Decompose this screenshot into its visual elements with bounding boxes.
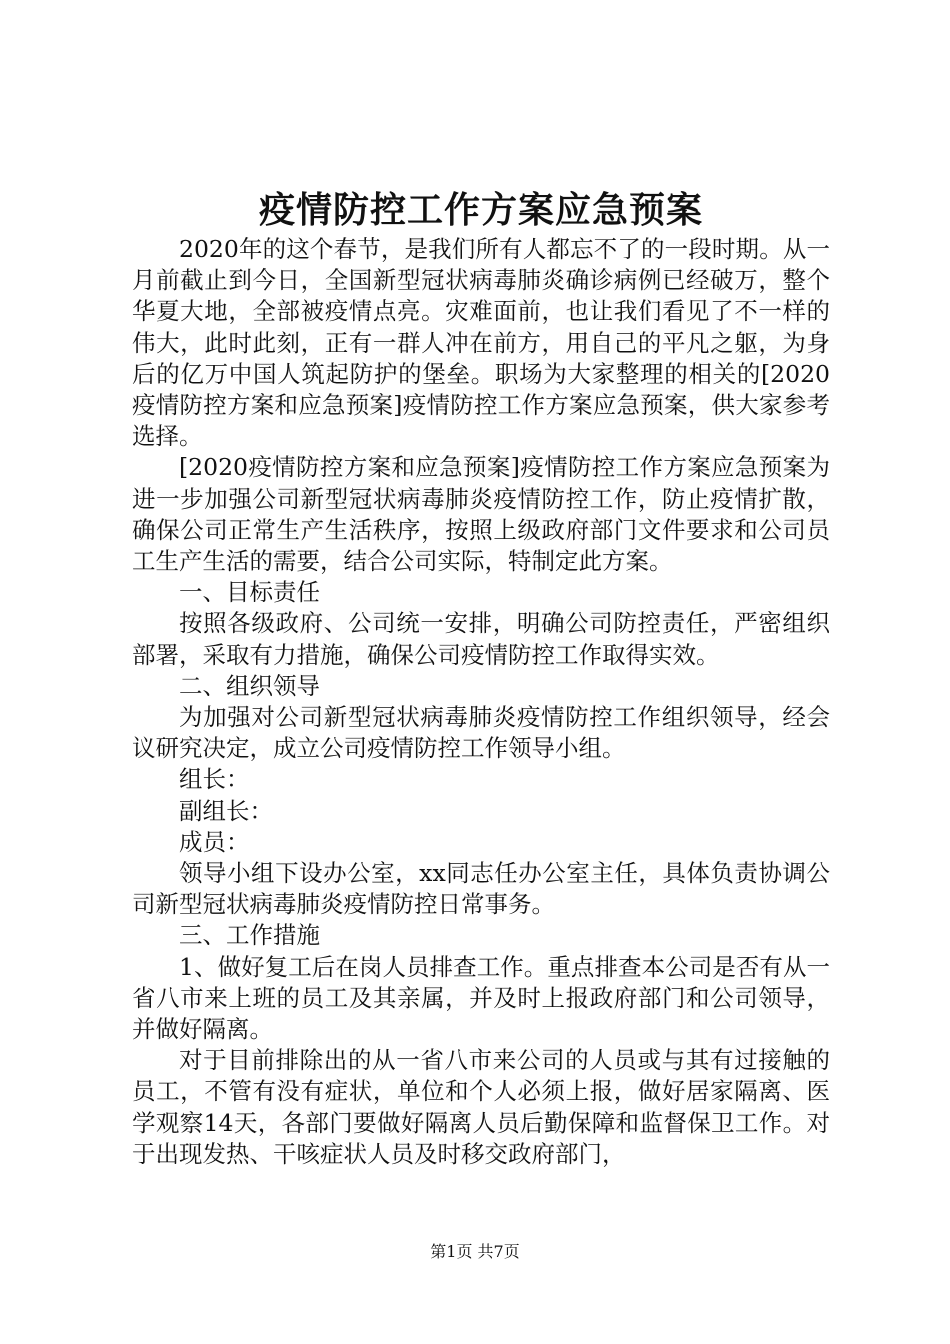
paragraph-organization: 为加强对公司新型冠状病毒肺炎疫情防控工作组织领导，经会议研究决定，成立公司疫情防控工作领导小组。 [132, 703, 830, 763]
page-footer: 第1页 共7页 [430, 1242, 520, 1261]
paragraph-office: 领导小组下设办公室，xx同志任办公室主任，具体负责协调公司新型冠状病毒肺炎疫情防控日常事务。 [132, 859, 830, 919]
line-members: 成员： [179, 827, 250, 856]
line-leader: 组长： [179, 765, 250, 794]
document-body [132, 234, 830, 1170]
section-heading-measures: 三、工作措施 [179, 921, 320, 950]
paragraph-goals: 按照各级政府、公司统一安排，明确公司防控责任，严密组织部署，采取有力措施，确保公司疫情防控工作取得实效。 [132, 609, 830, 669]
paragraph-isolation: 对于目前排除出的从一省八市来公司的人员或与其有过接触的员工，不管有没有症状，单位和个人必须上报，做好居家隔离、医学观察14天，各部门要做好隔离人员后勤保障和监督保卫工作。对于出现发热、干咳症状人员及时移交政府部门， [132, 1046, 830, 1168]
line-deputy-leader: 副组长： [179, 796, 273, 825]
paragraph-measure-1: 1、做好复工后在岗人员排查工作。重点排查本公司是否有从一省八市来上班的员工及其亲属，并及时上报政府部门和公司领导，并做好隔离。 [132, 952, 830, 1044]
document-title: 疫情防控工作方案应急预案 [258, 189, 703, 231]
paragraph-purpose: [2020疫情防控方案和应急预案]疫情防控工作方案应急预案为进一步加强公司新型冠状病毒肺炎疫情防控工作，防止疫情扩散，确保公司正常生产生活秩序，按照上级政府部门文件要求和公司员工生产生活的需要，结合公司实际，特制定此方案。 [132, 453, 830, 576]
paragraph-intro: 2020年的这个春节，是我们所有人都忘不了的一段时期。从一月前截止到今日，全国新型冠状病毒肺炎确诊病例已经破万，整个华夏大地，全部被疫情点亮。灾难面前，也让我们看见了不一样的伟大，此时此刻，正有一群人冲在前方，用自己的平凡之躯，为身后的亿万中国人筑起防护的堡垒。职场为大家整理的相关的[2020疫情防控方案和应急预案]疫情防控工作方案应急预案，供大家参考选择。 [132, 235, 830, 451]
section-heading-organization: 二、组织领导 [179, 671, 320, 700]
section-heading-goals: 一、目标责任 [179, 578, 320, 607]
